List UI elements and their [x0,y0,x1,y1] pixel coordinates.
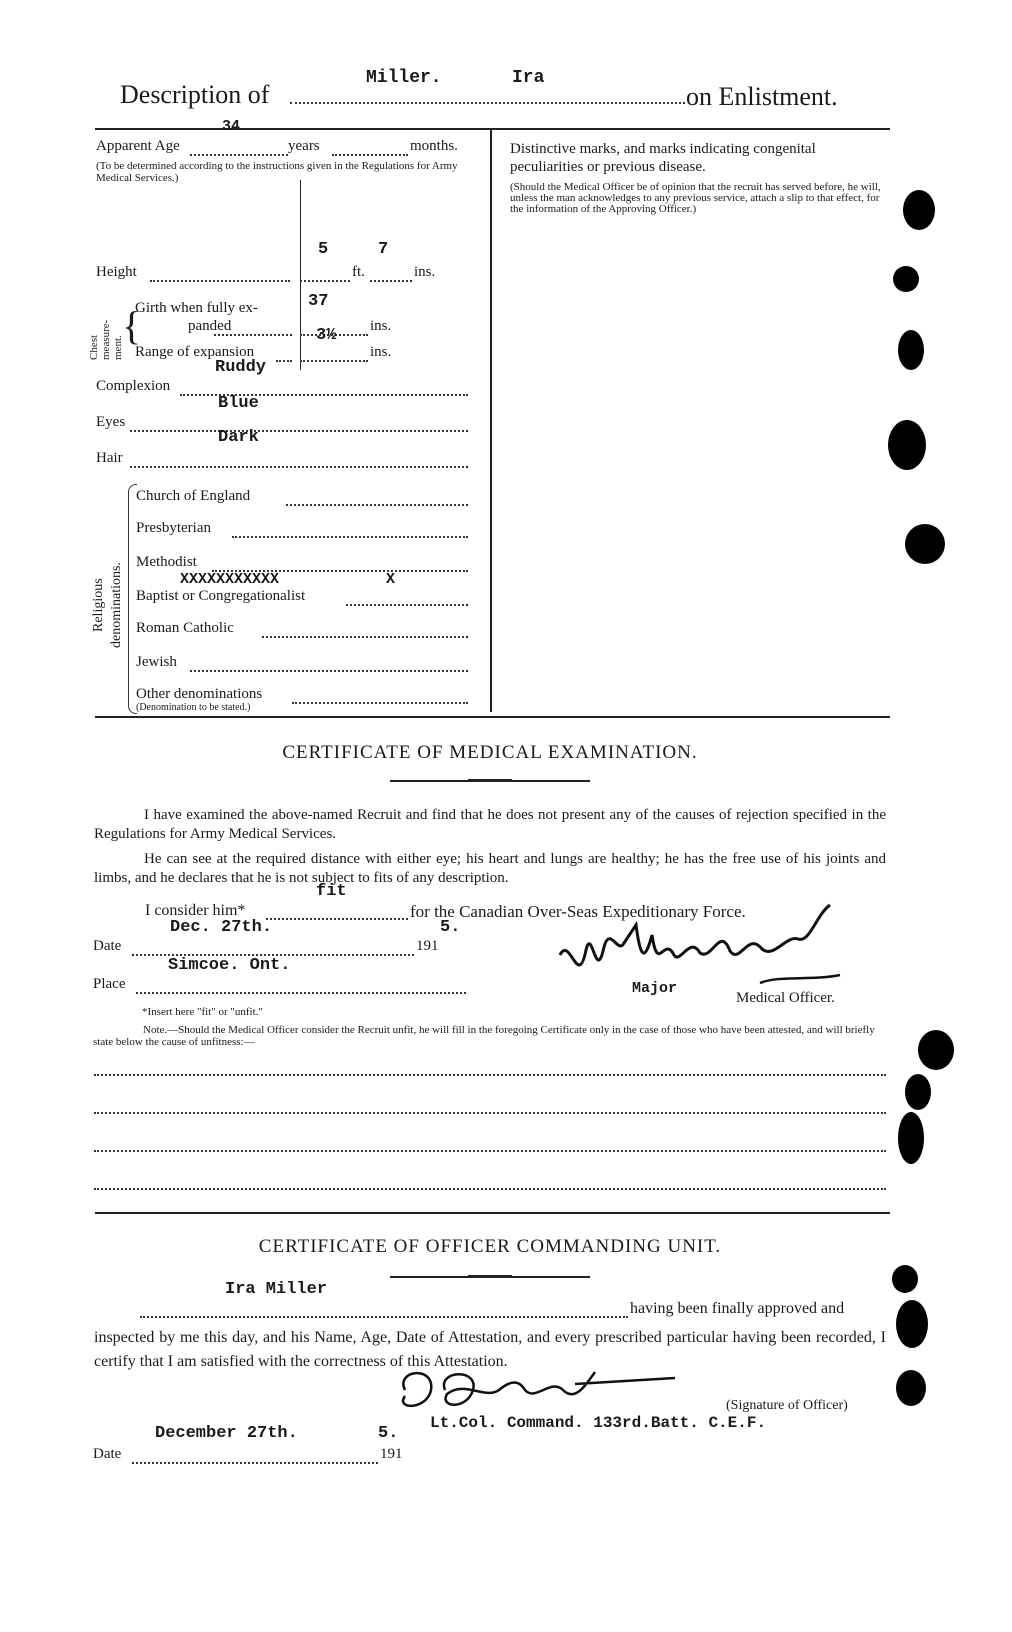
height-ft-value: 5 [318,240,329,259]
complexion-label: Complexion [96,378,171,394]
eyes-value: Blue [218,394,259,413]
punch-hole-icon [898,330,924,370]
medical-year-digit: 5. [440,918,461,937]
ft-label: ft. [352,264,365,280]
commanding-officer-title: Lt.Col. Command. 133rd.Batt. C.E.F. [430,1414,767,1432]
denomination-other: Other denominations [136,686,263,702]
commanding-year-digit: 5. [378,1424,399,1443]
months-label: months. [410,138,458,154]
denomination-methodist: Methodist [136,554,197,570]
header-surname: Miller. [366,68,442,88]
punch-hole-icon [905,1074,931,1110]
complexion-value: Ruddy [215,358,267,377]
chest-brace: { [122,303,142,348]
religion-side-label: Religious denominations. [91,562,124,648]
denomination-presbyterian: Presbyterian [136,520,211,536]
apparent-age-label: Apparent Age [96,138,180,154]
commanding-para: inspected by me this day, and his Name, Age, Date of Attestation, and every prescribed particular having been recorded, I certify that I am satisfied with the correctness of this Attestation. [94,1329,886,1370]
punch-hole-icon [893,266,919,292]
punch-hole-icon [898,1112,924,1164]
medical-date-value: Dec. 27th. [170,918,273,937]
denomination-church-of-england: Church of England [136,488,251,504]
consider-prefix: I consider him* [145,902,246,919]
height-label: Height [96,264,137,280]
commanding-year-prefix: 191 [380,1446,403,1462]
consider-suffix: for the Canadian Over-Seas Expeditionary Force. [410,902,746,921]
medical-para-1: I have examined the above-named Recruit and find that he does not present any of the causes of rejection specified in the Regulations for Army Medical Services. [94,807,886,842]
medical-heading: CERTIFICATE OF MEDICAL EXAMINATION. [282,742,698,763]
girth-label-2: panded [188,318,232,334]
apparent-age-value: 34 [222,118,241,135]
approved-text: having been finally approved and [630,1300,845,1317]
recruit-name: Ira Miller [225,1280,328,1299]
punch-hole-icon [888,420,926,470]
girth-ins-label: ins. [370,318,392,334]
punch-hole-icon [918,1030,954,1070]
medical-officer-rank: Major [632,980,678,997]
girth-label-1: Girth when fully ex- [135,300,258,316]
distinctive-marks-heading: Distinctive marks, and marks indicating congenital peculiarities or previous disease. [510,141,816,175]
insert-note: *Insert here "fit" or "unfit." [142,1006,263,1018]
denomination-jewish: Jewish [136,654,177,670]
eyes-label: Eyes [96,414,126,430]
place-value: Simcoe. Ont. [168,956,291,975]
years-label: years [288,138,320,154]
age-note: (To be determined according to the instructions given in the Regulations for Army Medical Services.) [96,160,458,184]
medical-officer-label: Medical Officer. [736,990,835,1006]
medical-year-prefix: 191 [416,938,439,954]
chest-side-label: Chest measure-ment. [88,319,124,360]
commanding-date-label: Date [93,1446,122,1462]
punch-hole-icon [903,190,935,230]
denomination-baptist: Baptist or Congregationalist [136,588,306,604]
medical-officer-signature [540,895,860,1005]
punch-hole-icon [905,524,945,564]
range-value: 3½ [316,326,337,345]
medical-para-2: He can see at the required distance with either eye; his heart and lungs are healthy; he has the free use of his joints and limbs, and he declares that he is not subject to fits of any description. [94,851,886,886]
range-label: Range of expansion [135,344,255,360]
header-given-name: Ira [512,68,545,88]
distinctive-marks-note: (Should the Medical Officer be of opinion that the recruit has served before, he will, unless the man acknowledges to any previous service, attach a slip to that effect, for the information of the Approving Officer.) [510,181,881,215]
commanding-heading: CERTIFICATE OF OFFICER COMMANDING UNIT. [258,1236,722,1257]
baptist-mark: X [386,571,396,588]
commanding-date-value: December 27th. [155,1424,298,1443]
unfit-note: Note.—Should the Medical Officer consider the Recruit unfit, he will fill in the foregoing Certificate only in the case of those who have been attested, and will briefly state below the cause of unfitness:— [93,1024,875,1048]
commanding-officer-signature [375,1360,695,1420]
height-in-value: 7 [378,240,389,259]
punch-hole-icon [892,1265,918,1293]
denomination-roman-catholic: Roman Catholic [136,620,234,636]
punch-hole-icon [896,1370,926,1406]
punch-hole-icon [896,1300,928,1348]
ins-label: ins. [414,264,436,280]
baptist-strike: XXXXXXXXXXX [180,571,280,588]
header-suffix: on Enlistment. [686,82,838,111]
hair-value: Dark [218,428,259,447]
denomination-note: (Denomination to be stated.) [136,702,251,713]
consider-value: fit [316,882,347,901]
hair-label: Hair [96,450,123,466]
place-label: Place [93,976,126,992]
signature-label: (Signature of Officer) [726,1398,848,1413]
girth-value: 37 [308,292,329,311]
medical-date-label: Date [93,938,122,954]
header-prefix: Description of [120,80,270,109]
range-ins-label: ins. [370,344,392,360]
